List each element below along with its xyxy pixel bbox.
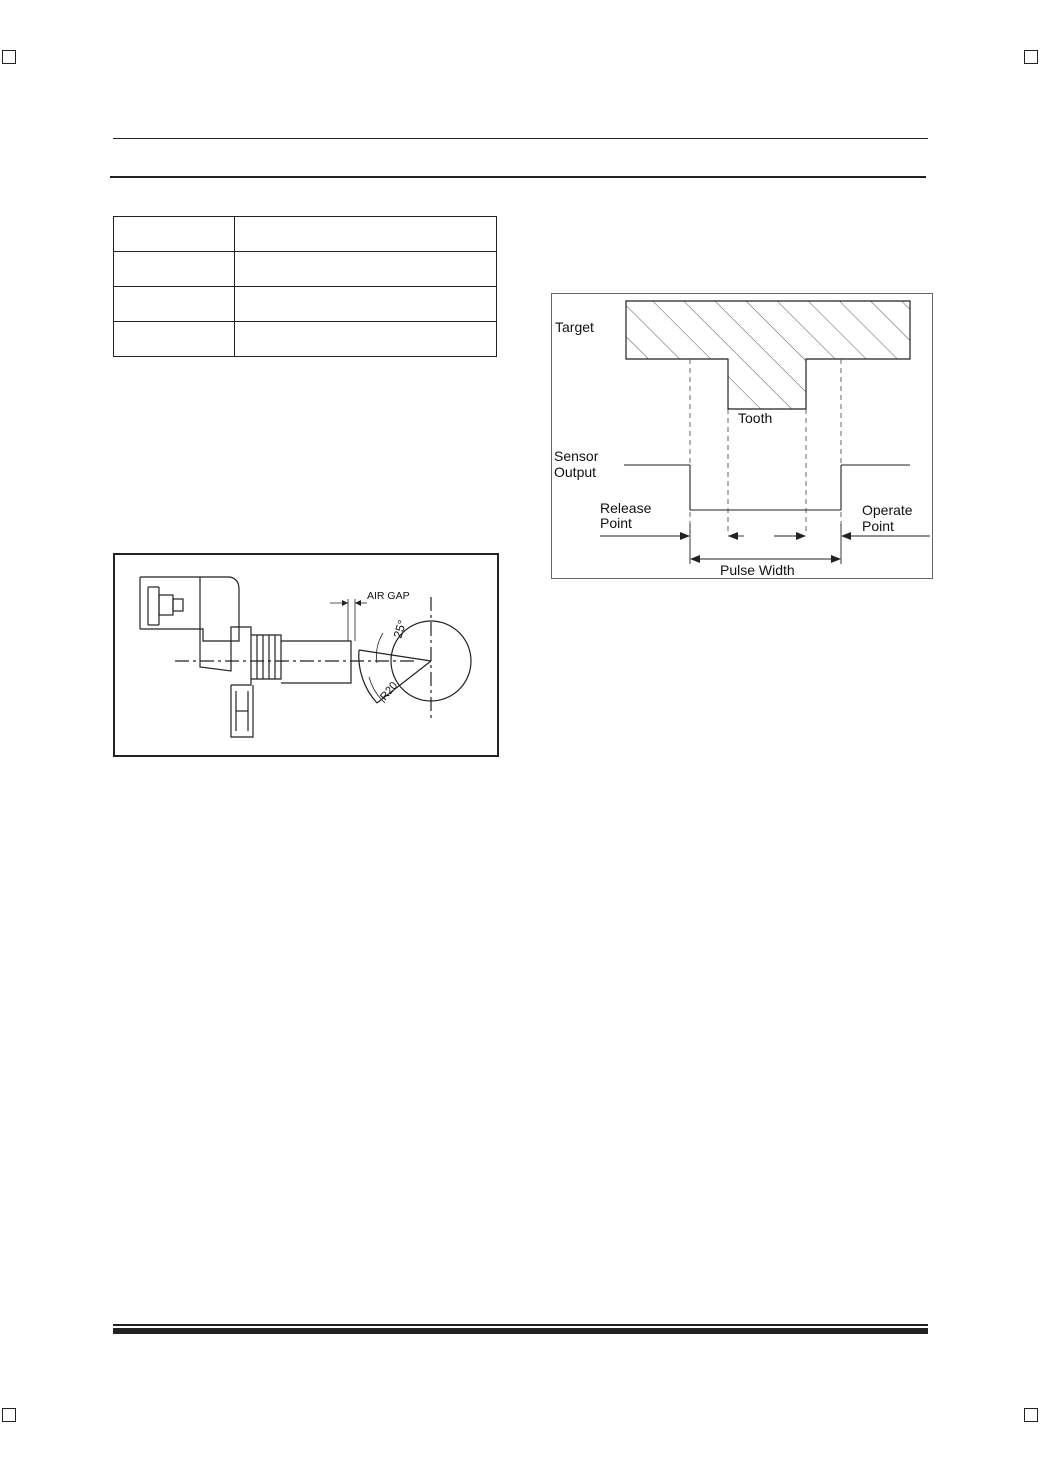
angle-label: 25° [390,618,410,640]
table-cell [114,217,235,252]
table-cell [114,287,235,322]
header-rule-bottom [110,176,926,178]
corner-mark-top-right [1024,50,1038,64]
corner-mark-bottom-left [2,1408,16,1422]
table-row [114,287,497,322]
corner-mark-bottom-right [1024,1408,1038,1422]
pulse-width-drawing [552,294,932,578]
release-point-label-line1: Release [600,500,652,516]
table-cell [235,252,497,287]
footer-rule-thick [113,1328,928,1334]
sensor-output-label-line2: Output [554,464,597,480]
table-cell [235,217,497,252]
air-gap-label: AIR GAP [367,590,410,602]
table-cell [114,252,235,287]
release-point-label-line2: Point [600,515,632,531]
sensor-output-label-line1: Sensor [554,448,599,464]
table-row [114,322,497,357]
sensor-air-gap-figure [113,553,499,757]
table-row [114,217,497,252]
pulse-width-figure [551,293,933,579]
operate-point-label-line1: Operate [862,502,913,518]
header-rule-top [113,138,928,139]
pulse-width-label: Pulse Width [720,562,795,578]
sensor-air-gap-drawing [115,555,496,754]
operate-point-label-line2: Point [862,518,894,534]
tooth-label: Tooth [738,410,773,426]
corner-mark-top-left [2,50,16,64]
table-cell [235,322,497,357]
specification-table [113,216,497,357]
table-row [114,252,497,287]
target-label: Target [555,319,594,335]
table-cell [114,322,235,357]
radius-label: R20 [378,679,401,703]
footer-rule-thin [113,1324,928,1326]
table-cell [235,287,497,322]
